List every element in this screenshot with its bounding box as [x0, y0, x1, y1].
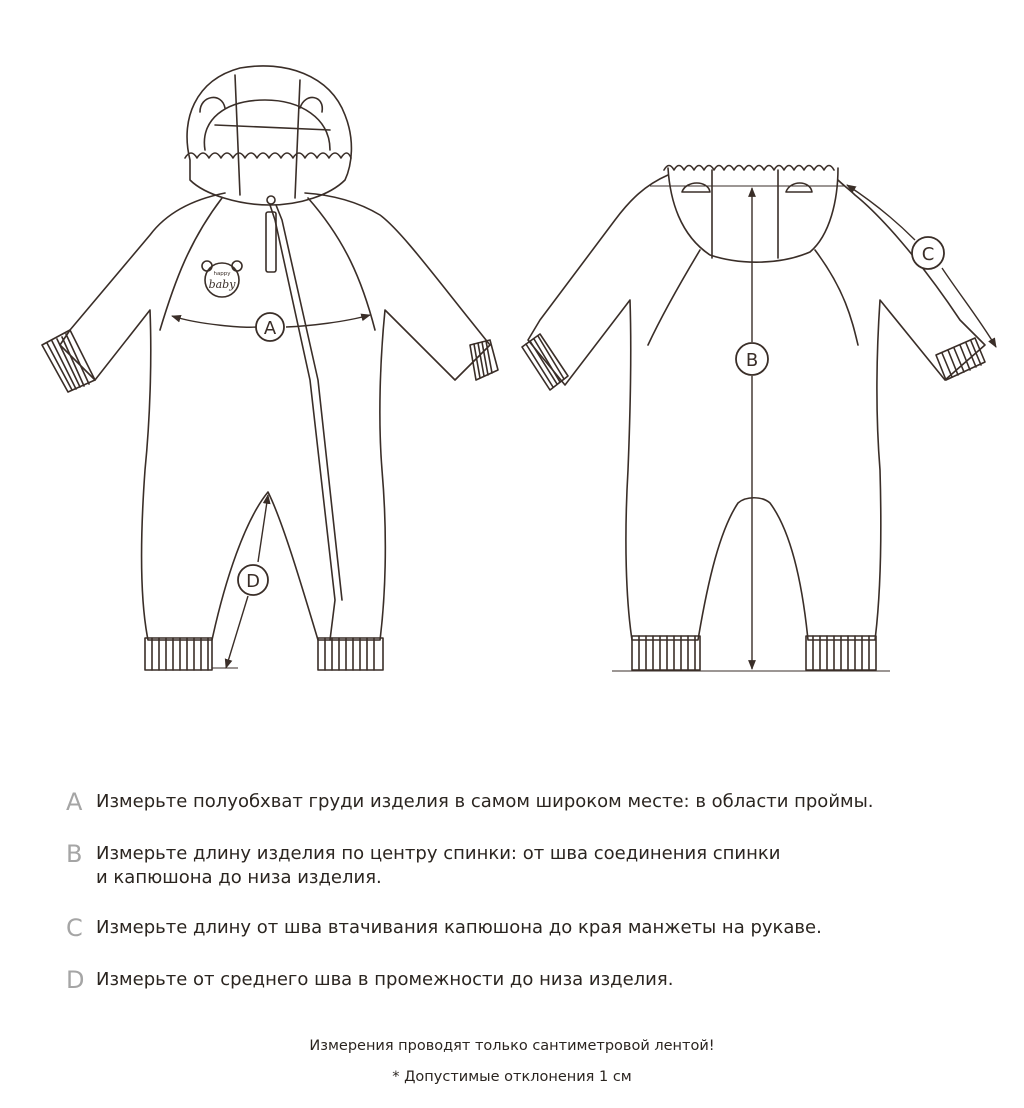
- instruction-text: [96, 788, 874, 814]
- instruction-letter: D: [66, 966, 85, 994]
- instruction-text: [96, 914, 822, 940]
- front-right-ear: [300, 97, 322, 112]
- instruction-line: и капюшона до низа изделия.: [96, 867, 382, 888]
- instruction-letter: B: [66, 840, 83, 868]
- instruction-c: [66, 914, 1006, 942]
- front-view: [42, 66, 498, 670]
- instruction-letter: A: [66, 788, 83, 816]
- front-left-ear: [200, 97, 225, 112]
- back-right-cuff: [936, 338, 985, 380]
- back-right-leg-cuff: [806, 636, 876, 670]
- measurement-instructions: [66, 788, 1006, 1018]
- instruction-d: [66, 966, 1006, 994]
- instruction-line: Измерьте полуобхват груди изделия в самом широком месте: в области проймы.: [96, 791, 874, 812]
- badge-text-top: happy: [213, 271, 231, 277]
- front-left-cuff: [42, 330, 95, 392]
- tolerance-note: * Допустимые отклонения 1 см: [392, 1069, 632, 1085]
- back-right-ear: [786, 183, 812, 192]
- instruction-text: [96, 840, 780, 890]
- marker-c: C: [921, 244, 935, 265]
- back-left-cuff: [522, 334, 568, 390]
- front-body: [60, 193, 490, 640]
- back-view: [522, 166, 985, 671]
- front-hood-fur: [185, 153, 351, 158]
- instruction-b: [66, 840, 1006, 890]
- badge-text-main: baby: [208, 278, 236, 291]
- measure-c: [847, 185, 996, 347]
- marker-b: B: [745, 350, 759, 371]
- instruction-line: Измерьте длину изделия по центру спинки: от шва соединения спинки: [96, 843, 781, 864]
- back-left-ear: [682, 183, 710, 192]
- measuring-tape-note: Измерения проводят только сантиметровой лентой!: [309, 1038, 715, 1054]
- front-right-leg-cuff: [318, 638, 383, 670]
- back-hood-fur: [664, 166, 834, 171]
- marker-d: D: [246, 571, 260, 592]
- marker-a: A: [263, 318, 277, 339]
- measure-b: [612, 186, 890, 671]
- instruction-line: Измерьте от среднего шва в промежности до низа изделия.: [96, 969, 674, 990]
- back-left-leg-cuff: [632, 636, 700, 670]
- instruction-text: [96, 966, 673, 992]
- front-zipper: [270, 205, 335, 640]
- front-left-leg-cuff: [145, 638, 212, 670]
- instruction-letter: C: [66, 914, 83, 942]
- front-hood: [187, 66, 351, 205]
- instruction-line: Измерьте длину от шва втачивания капюшона до края манжеты на рукаве.: [96, 917, 822, 938]
- instruction-a: [66, 788, 1006, 816]
- back-hood: [668, 168, 838, 262]
